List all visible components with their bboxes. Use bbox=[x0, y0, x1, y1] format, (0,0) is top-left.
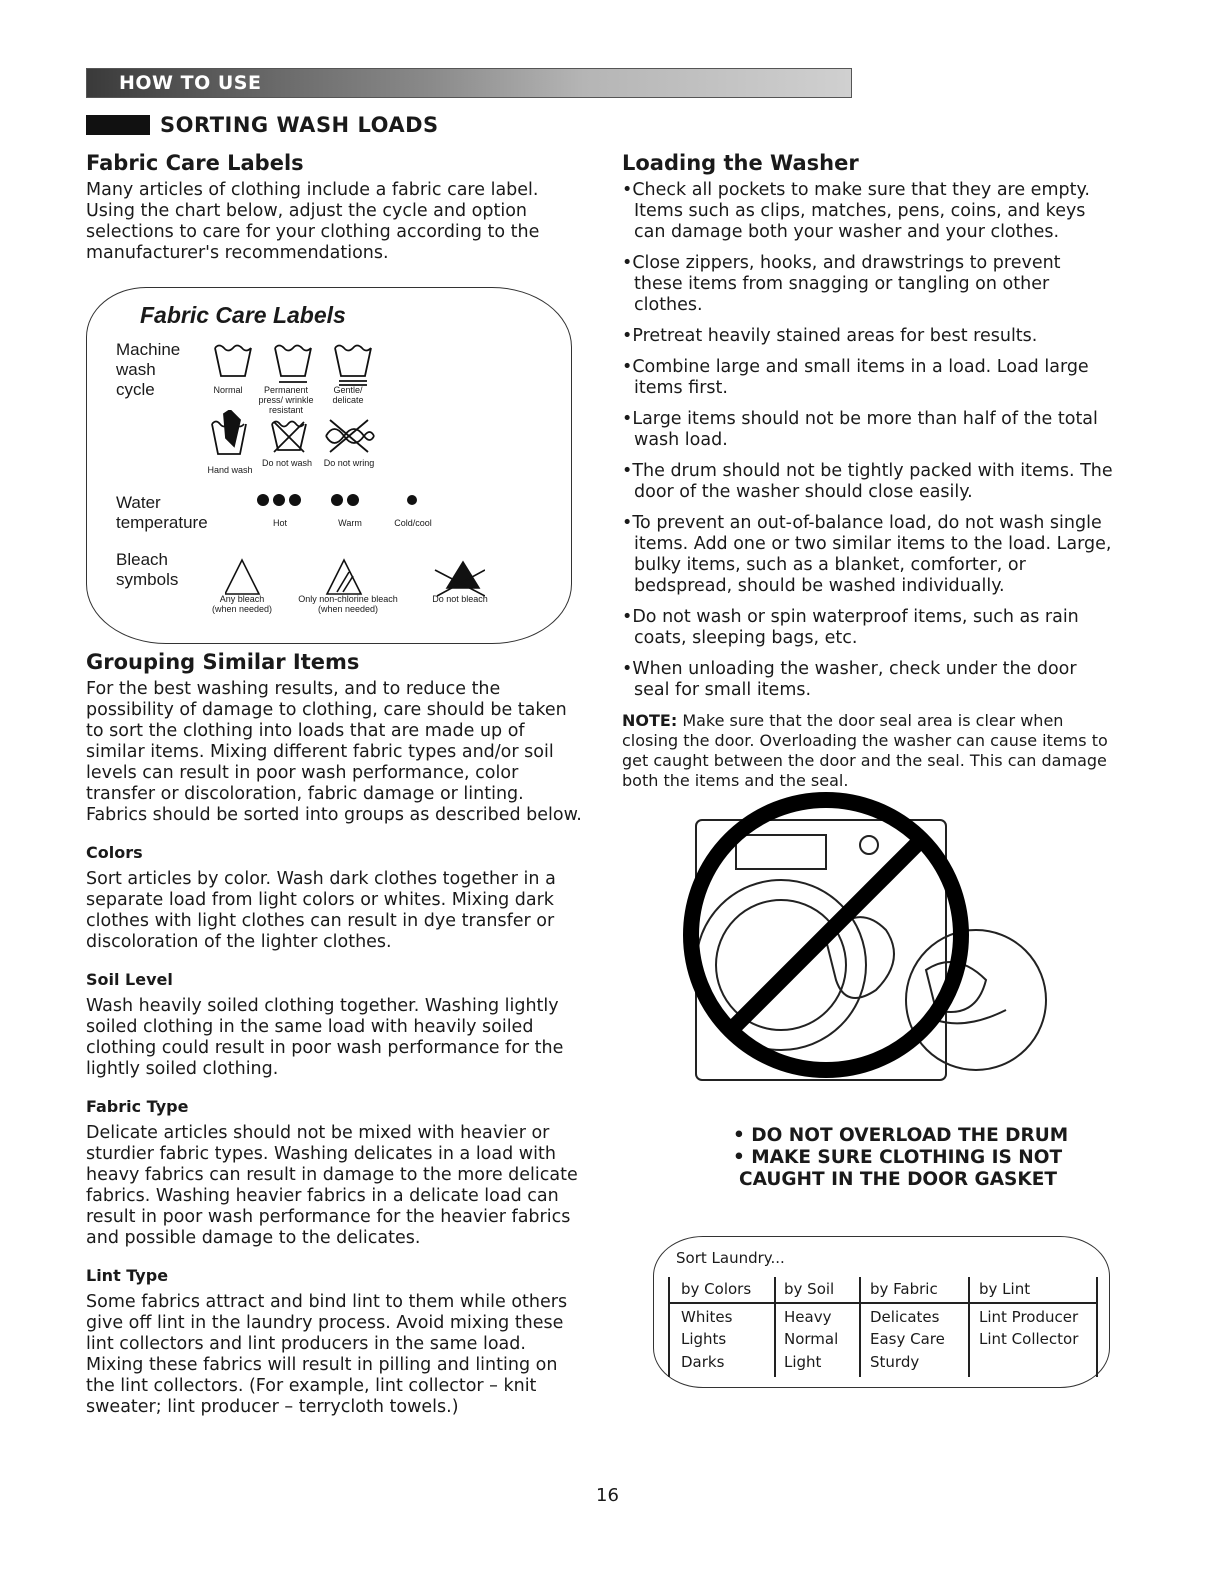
table-cell: Lint Producer bbox=[979, 1308, 1079, 1326]
loading-bullet: • Close zippers, hooks, and drawstrings to prevent these items from snagging or tangling on other clothes. bbox=[622, 253, 1114, 316]
loading-bullet: • To prevent an out-of-balance load, do not wash single items. Add one or two similar items to the load. Large, bulky items, such as a blanket, comforter, or bedspread, should be washed individually. bbox=[622, 513, 1114, 597]
table-cell: Light bbox=[784, 1353, 822, 1371]
loading-bullet: • Do not wash or spin waterproof items, such as rain coats, sleeping bags, etc. bbox=[622, 607, 1114, 649]
no-bleach-caption: Do not bleach bbox=[432, 594, 488, 604]
cold-dot bbox=[407, 495, 417, 505]
permanent-press-caption: Permanent press/ wrinkle resistant bbox=[258, 385, 314, 415]
table-cell: Lint Collector bbox=[979, 1330, 1079, 1348]
table-cell: Delicates bbox=[870, 1308, 940, 1326]
loading-bullet: • When unloading the washer, check under the door seal for small items. bbox=[622, 659, 1114, 701]
loading-bullet: • The drum should not be tightly packed with items. The door of the washer should close easily. bbox=[622, 461, 1114, 503]
table-header: by Lint bbox=[979, 1280, 1031, 1298]
loading-bullet: • Check all pockets to make sure that they are empty. Items such as clips, matches, pens, coins, and keys can damage both your washer and your clothes. bbox=[622, 180, 1114, 243]
non-chlorine-bleach-icon bbox=[327, 560, 361, 594]
cold-caption: Cold/cool bbox=[394, 518, 432, 528]
hot-dot-2 bbox=[273, 494, 285, 506]
wash-tub-icon-normal bbox=[215, 346, 251, 377]
fabric-care-intro bbox=[86, 153, 586, 264]
machine-wash-icons bbox=[205, 338, 375, 388]
warning-line: • DO NOT OVERLOAD THE DRUM bbox=[733, 1125, 1069, 1146]
dial-icon bbox=[860, 836, 878, 854]
sort-table-title: Sort Laundry... bbox=[676, 1249, 785, 1267]
chart-title: Fabric Care Labels bbox=[140, 302, 346, 328]
hand-wash-icons bbox=[210, 410, 380, 465]
table-header: by Colors bbox=[681, 1280, 752, 1298]
machine-wash-label: Machine wash cycle bbox=[116, 340, 181, 399]
colors-title: Colors bbox=[86, 843, 143, 862]
soil-title: Soil Level bbox=[86, 970, 173, 989]
lint-type-body: Some fabrics attract and bind lint to them while others give off lint in the laundry process. Avoid mixing these lint collectors and lint producers in the same load. Mixing these fabrics will result in pilling and linting on the lint collectors. (For example, lint collector – knit sweater; lint producer – terrycloth towels.) bbox=[86, 1292, 568, 1417]
fabric-care-title: Fabric Care Labels bbox=[86, 151, 304, 175]
washer-door-glass bbox=[716, 900, 846, 1030]
warning-line: • MAKE SURE CLOTHING IS NOT bbox=[733, 1147, 1063, 1168]
loading-section bbox=[622, 153, 1114, 791]
do-not-wring-icon bbox=[326, 420, 374, 452]
temperature-dots bbox=[255, 491, 455, 509]
table-divider bbox=[968, 1277, 970, 1377]
warnings-list bbox=[733, 1125, 1068, 1191]
note-text: Make sure that the door seal area is clear when closing the door. Overloading the washer can cause items to get caught between the door and the seal. This can damage both the items and the seal. bbox=[622, 711, 1108, 790]
hand-wash-caption: Hand wash bbox=[207, 465, 253, 475]
section-heading bbox=[86, 113, 439, 137]
page-number: 16 bbox=[596, 1485, 619, 1506]
table-cell: Darks bbox=[681, 1353, 725, 1371]
grouping-title: Grouping Similar Items bbox=[86, 650, 360, 674]
table-cell: Lights bbox=[681, 1330, 727, 1348]
do-not-wash-icon bbox=[272, 422, 306, 453]
warm-dot-1 bbox=[331, 494, 343, 506]
gentle-caption: Gentle/ delicate bbox=[332, 385, 364, 405]
normal-caption: Normal bbox=[213, 385, 243, 395]
any-bleach-icon bbox=[225, 560, 259, 594]
wash-tub-icon-gentle bbox=[335, 346, 371, 386]
grouping-body: For the best washing results, and to reduce the possibility of damage to clothing, care should be taken to sort the clothing into loads that are made up of similar items. Mixing different fabric types and/or soil levels can result in poor wash performance, color transfer or discoloration, fabric damage or linting. Fabrics should be sorted into groups as described below. bbox=[86, 679, 582, 825]
table-cell: Heavy bbox=[784, 1308, 832, 1326]
section-banner bbox=[86, 68, 852, 98]
warm-dot-2 bbox=[347, 494, 359, 506]
hot-dot-1 bbox=[257, 494, 269, 506]
grouping-section bbox=[86, 652, 586, 1418]
colors-body: Sort articles by color. Wash dark clothes together in a separate load from light colors or whites. Mixing dark clothes with light clothes can result in dye transfer or discoloration of the lighter clothes. bbox=[86, 869, 556, 952]
warm-caption: Warm bbox=[338, 518, 362, 528]
loading-bullet: • Pretreat heavily stained areas for best results. bbox=[622, 326, 1114, 347]
warning-line: CAUGHT IN THE DOOR GASKET bbox=[739, 1169, 1057, 1190]
table-divider bbox=[774, 1277, 776, 1377]
control-panel bbox=[736, 835, 826, 869]
fabric-care-body: Many articles of clothing include a fabric care label. Using the chart below, adjust the cycle and option selections to care for your clothing according to the manufacturer's recommendations. bbox=[86, 180, 540, 263]
loading-bullet: • Large items should not be more than half of the total wash load. bbox=[622, 409, 1114, 451]
note-paragraph bbox=[622, 711, 1114, 791]
loading-title: Loading the Washer bbox=[622, 151, 859, 175]
banner-title: HOW TO USE bbox=[119, 72, 262, 94]
lint-type-title: Lint Type bbox=[86, 1266, 169, 1285]
hot-dot-3 bbox=[289, 494, 301, 506]
table-header: by Soil bbox=[784, 1280, 835, 1298]
wash-tub-icon-permanent bbox=[275, 346, 311, 383]
any-bleach-caption: Any bleach (when needed) bbox=[211, 594, 273, 614]
do-not-wash-caption: Do not wash bbox=[261, 458, 313, 468]
loading-bullet: • Combine large and small items in a load. Load large items first. bbox=[622, 357, 1114, 399]
hot-caption: Hot bbox=[272, 518, 287, 528]
heading-block bbox=[86, 115, 150, 135]
table-cell: Easy Care bbox=[870, 1330, 945, 1348]
table-header: by Fabric bbox=[870, 1280, 938, 1298]
table-cell: Sturdy bbox=[870, 1353, 920, 1371]
overloaded-washer-illustration bbox=[676, 790, 1056, 1090]
section-heading-text: SORTING WASH LOADS bbox=[160, 113, 439, 137]
table-cell: Normal bbox=[784, 1330, 839, 1348]
table-cell: Whites bbox=[681, 1308, 733, 1326]
do-not-bleach-icon bbox=[435, 562, 485, 596]
do-not-wring-caption: Do not wring bbox=[323, 458, 375, 468]
fabric-type-body: Delicate articles should not be mixed with heavier or sturdier fabric types. Washing delicates in a load with heavy fabrics can result in damage to the more delicate fabrics. Washing heavier fabrics in a delicate load can result in poor wash performance for the heavier fabrics and possible damage to the delicates. bbox=[86, 1123, 578, 1248]
table-divider bbox=[859, 1277, 861, 1377]
soil-body: Wash heavily soiled clothing together. Washing lightly soiled clothing in the same load with heavily soiled clothing could result in poor wash performance for the lightly soiled clothing. bbox=[86, 996, 564, 1079]
table-divider bbox=[668, 1277, 670, 1377]
bleach-icons bbox=[225, 558, 485, 598]
note-label: NOTE: bbox=[622, 711, 678, 730]
water-temperature-label: Water temperature bbox=[116, 493, 208, 532]
non-chlorine-caption: Only non-chlorine bleach (when needed) bbox=[298, 594, 398, 614]
fabric-type-title: Fabric Type bbox=[86, 1097, 189, 1116]
hand-wash-icon bbox=[212, 410, 246, 454]
table-divider bbox=[1096, 1277, 1098, 1377]
table-header-rule bbox=[668, 1302, 1098, 1304]
bleach-symbols-label: Bleach symbols bbox=[116, 550, 179, 589]
